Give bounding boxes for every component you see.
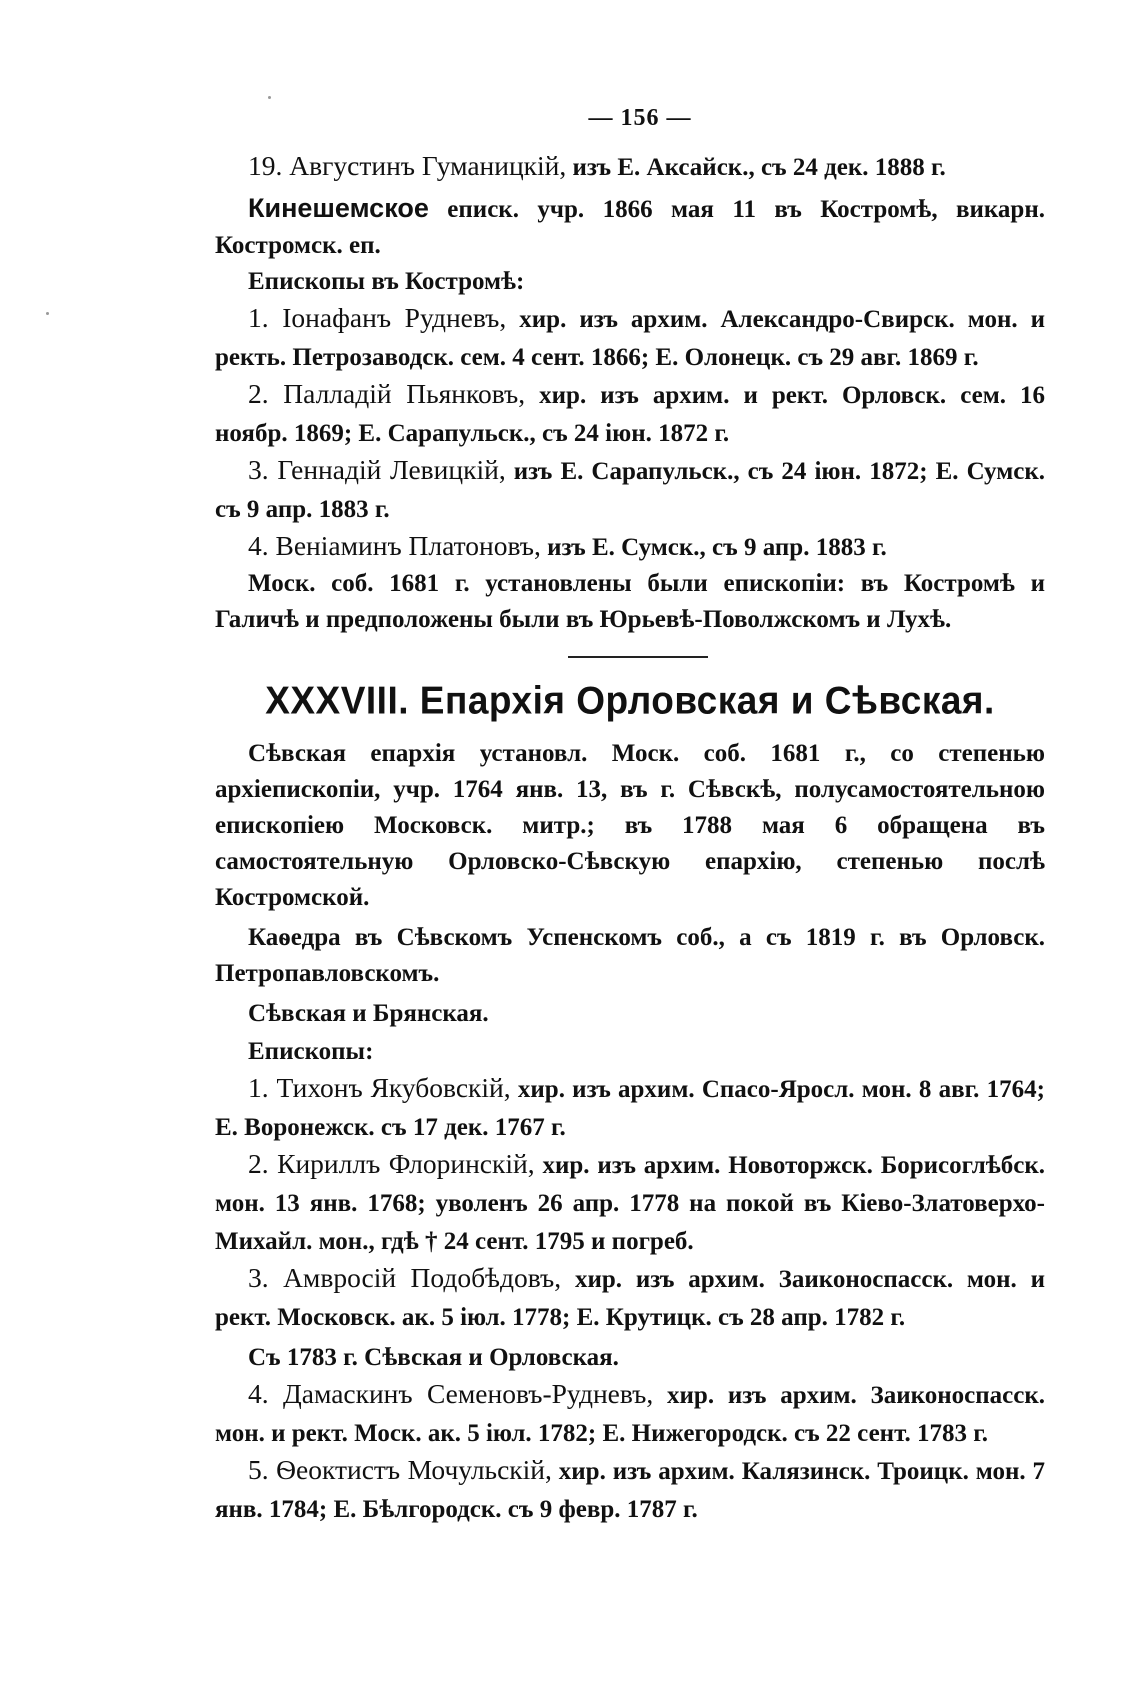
entry-body: изъ Е. Сарапульск., съ 24 іюн. 1872; Е. Сумск. съ 9 апр. 1883 г. xyxy=(215,458,1046,523)
kineshma-bishops-label: Епископы въ Костромѣ: xyxy=(248,268,525,295)
section-title: XXXVIII. Епархія Орловская и Сѣвская. xyxy=(265,678,995,722)
sevsk-orel-bishops-list xyxy=(215,1376,1045,1528)
entry-body: хир. изъ архим. Калязинск. Троицк. мон. 7 янв. 1784; Е. Бѣлгородск. съ 9 февр. 1787 г. xyxy=(215,1458,1045,1523)
list-item xyxy=(215,528,1045,566)
entry-body: хир. изъ архим. Новоторжск. Борисоглѣбск. мон. 13 янв. 1768; уволенъ 26 апр. 1778 на покой въ Кіево-Златоверхо-Михайл. мон., гдѣ † 24 сент. 1795 и погреб. xyxy=(215,1152,1045,1255)
kineshma-paragraph xyxy=(215,190,1045,264)
section-intro: Сѣвская епархія установл. Моск. соб. 1681 г., со степенью архіепископіи, учр. 1764 янв. 13, въ г. Сѣвскѣ, полусамостоятельною епископіею Московск. митр.; въ 1788 мая 6 обращена въ самостоятельную Орловско-Сѣвскую епархію, степенью послѣ Костромской. xyxy=(215,740,1045,911)
cathedra-paragraph: Каѳедра въ Сѣвскомъ Успенскомъ соб., а съ 1819 г. въ Орловск. Петропавловскомъ. xyxy=(215,924,1045,987)
kineshma-text: еписк. учр. 1866 мая 11 въ Костромѣ, викарн. Костромск. еп. xyxy=(215,196,1045,259)
entry-head: 4. Веніаминъ Платоновъ, xyxy=(248,530,541,561)
list-item xyxy=(215,1452,1045,1528)
entry-body: хир. изъ архим. Спасо-Яросл. мон. 8 авг. 1764; Е. Воронежск. съ 17 дек. 1767 г. xyxy=(215,1076,1045,1141)
kineshma-bishops-list xyxy=(215,300,1045,566)
entry-body: хир. изъ архим. Заиконоспасск. мон. и рект. Московск. ак. 5 іюл. 1778; Е. Крутицк. съ 28 апр. 1782 г. xyxy=(215,1266,1045,1331)
list-item xyxy=(215,1376,1045,1452)
list-item xyxy=(215,452,1045,528)
entry-body: хир. изъ архим. Заиконоспасск. мон. и рект. Моск. ак. 5 іюл. 1782; Е. Нижегородск. съ 22 сент. 1783 г. xyxy=(215,1382,1045,1447)
section-divider xyxy=(568,656,708,658)
entry-head: 2. Палладій Пьянковъ, xyxy=(248,378,526,409)
entry-body: изъ Е. Сумск., съ 9 апр. 1883 г. xyxy=(540,534,887,561)
list-item xyxy=(215,300,1045,376)
list-item xyxy=(215,1260,1045,1336)
entry-head: 1. Тихонъ Якубовскій, xyxy=(248,1072,511,1103)
scan-speck xyxy=(46,312,49,315)
entry-body: изъ Е. Аксайск., съ 24 дек. 1888 г. xyxy=(566,154,946,181)
kineshma-keyword: Кинешемское xyxy=(248,193,429,223)
entry-head: 2. Кириллъ Флоринскій, xyxy=(248,1148,535,1179)
entry-head: 1. Іонафанъ Рудневъ, xyxy=(248,302,507,333)
entry-head: 3. Геннадій Левицкій, xyxy=(248,454,506,485)
list-item xyxy=(215,376,1045,452)
sevsk-bishops-list xyxy=(215,1070,1045,1336)
entry-head: 5. Ѳеоктистъ Мочульскій, xyxy=(248,1454,552,1485)
subheading-sevsk-bryansk: Сѣвская и Брянская. xyxy=(248,1000,489,1027)
page-number: — 156 — xyxy=(588,105,692,131)
entry-head: 4. Дамаскинъ Семеновъ-Рудневъ, xyxy=(248,1378,654,1409)
entry-head: 19. Августинъ Гуманицкій, xyxy=(248,150,567,181)
entry-head: 3. Амвросій Подобѣдовъ, xyxy=(248,1262,562,1293)
entry-body: хир. изъ архим. и рект. Орловск. сем. 16 ноябр. 1869; Е. Сарапульск., съ 24 іюн. 1872 г. xyxy=(215,382,1046,447)
since-1783-note: Съ 1783 г. Сѣвская и Орловская. xyxy=(248,1344,619,1371)
list-item xyxy=(215,1070,1045,1146)
list-item xyxy=(215,1146,1045,1260)
scan-speck xyxy=(268,96,271,99)
kineshma-note: Моск. соб. 1681 г. установлены были епископіи: въ Костромѣ и Галичѣ и предположены были въ Юрьевѣ-Поволжскомъ и Лухѣ. xyxy=(215,570,1045,633)
text-column xyxy=(215,105,1045,1528)
entry-body: хир. изъ архим. Александро-Свирск. мон. и ректь. Петрозаводск. сем. 4 сент. 1866; Е. Олонецк. съ 29 авг. 1869 г. xyxy=(215,306,1045,371)
bishops-label: Епископы: xyxy=(248,1038,374,1065)
entry-19 xyxy=(215,148,1045,186)
